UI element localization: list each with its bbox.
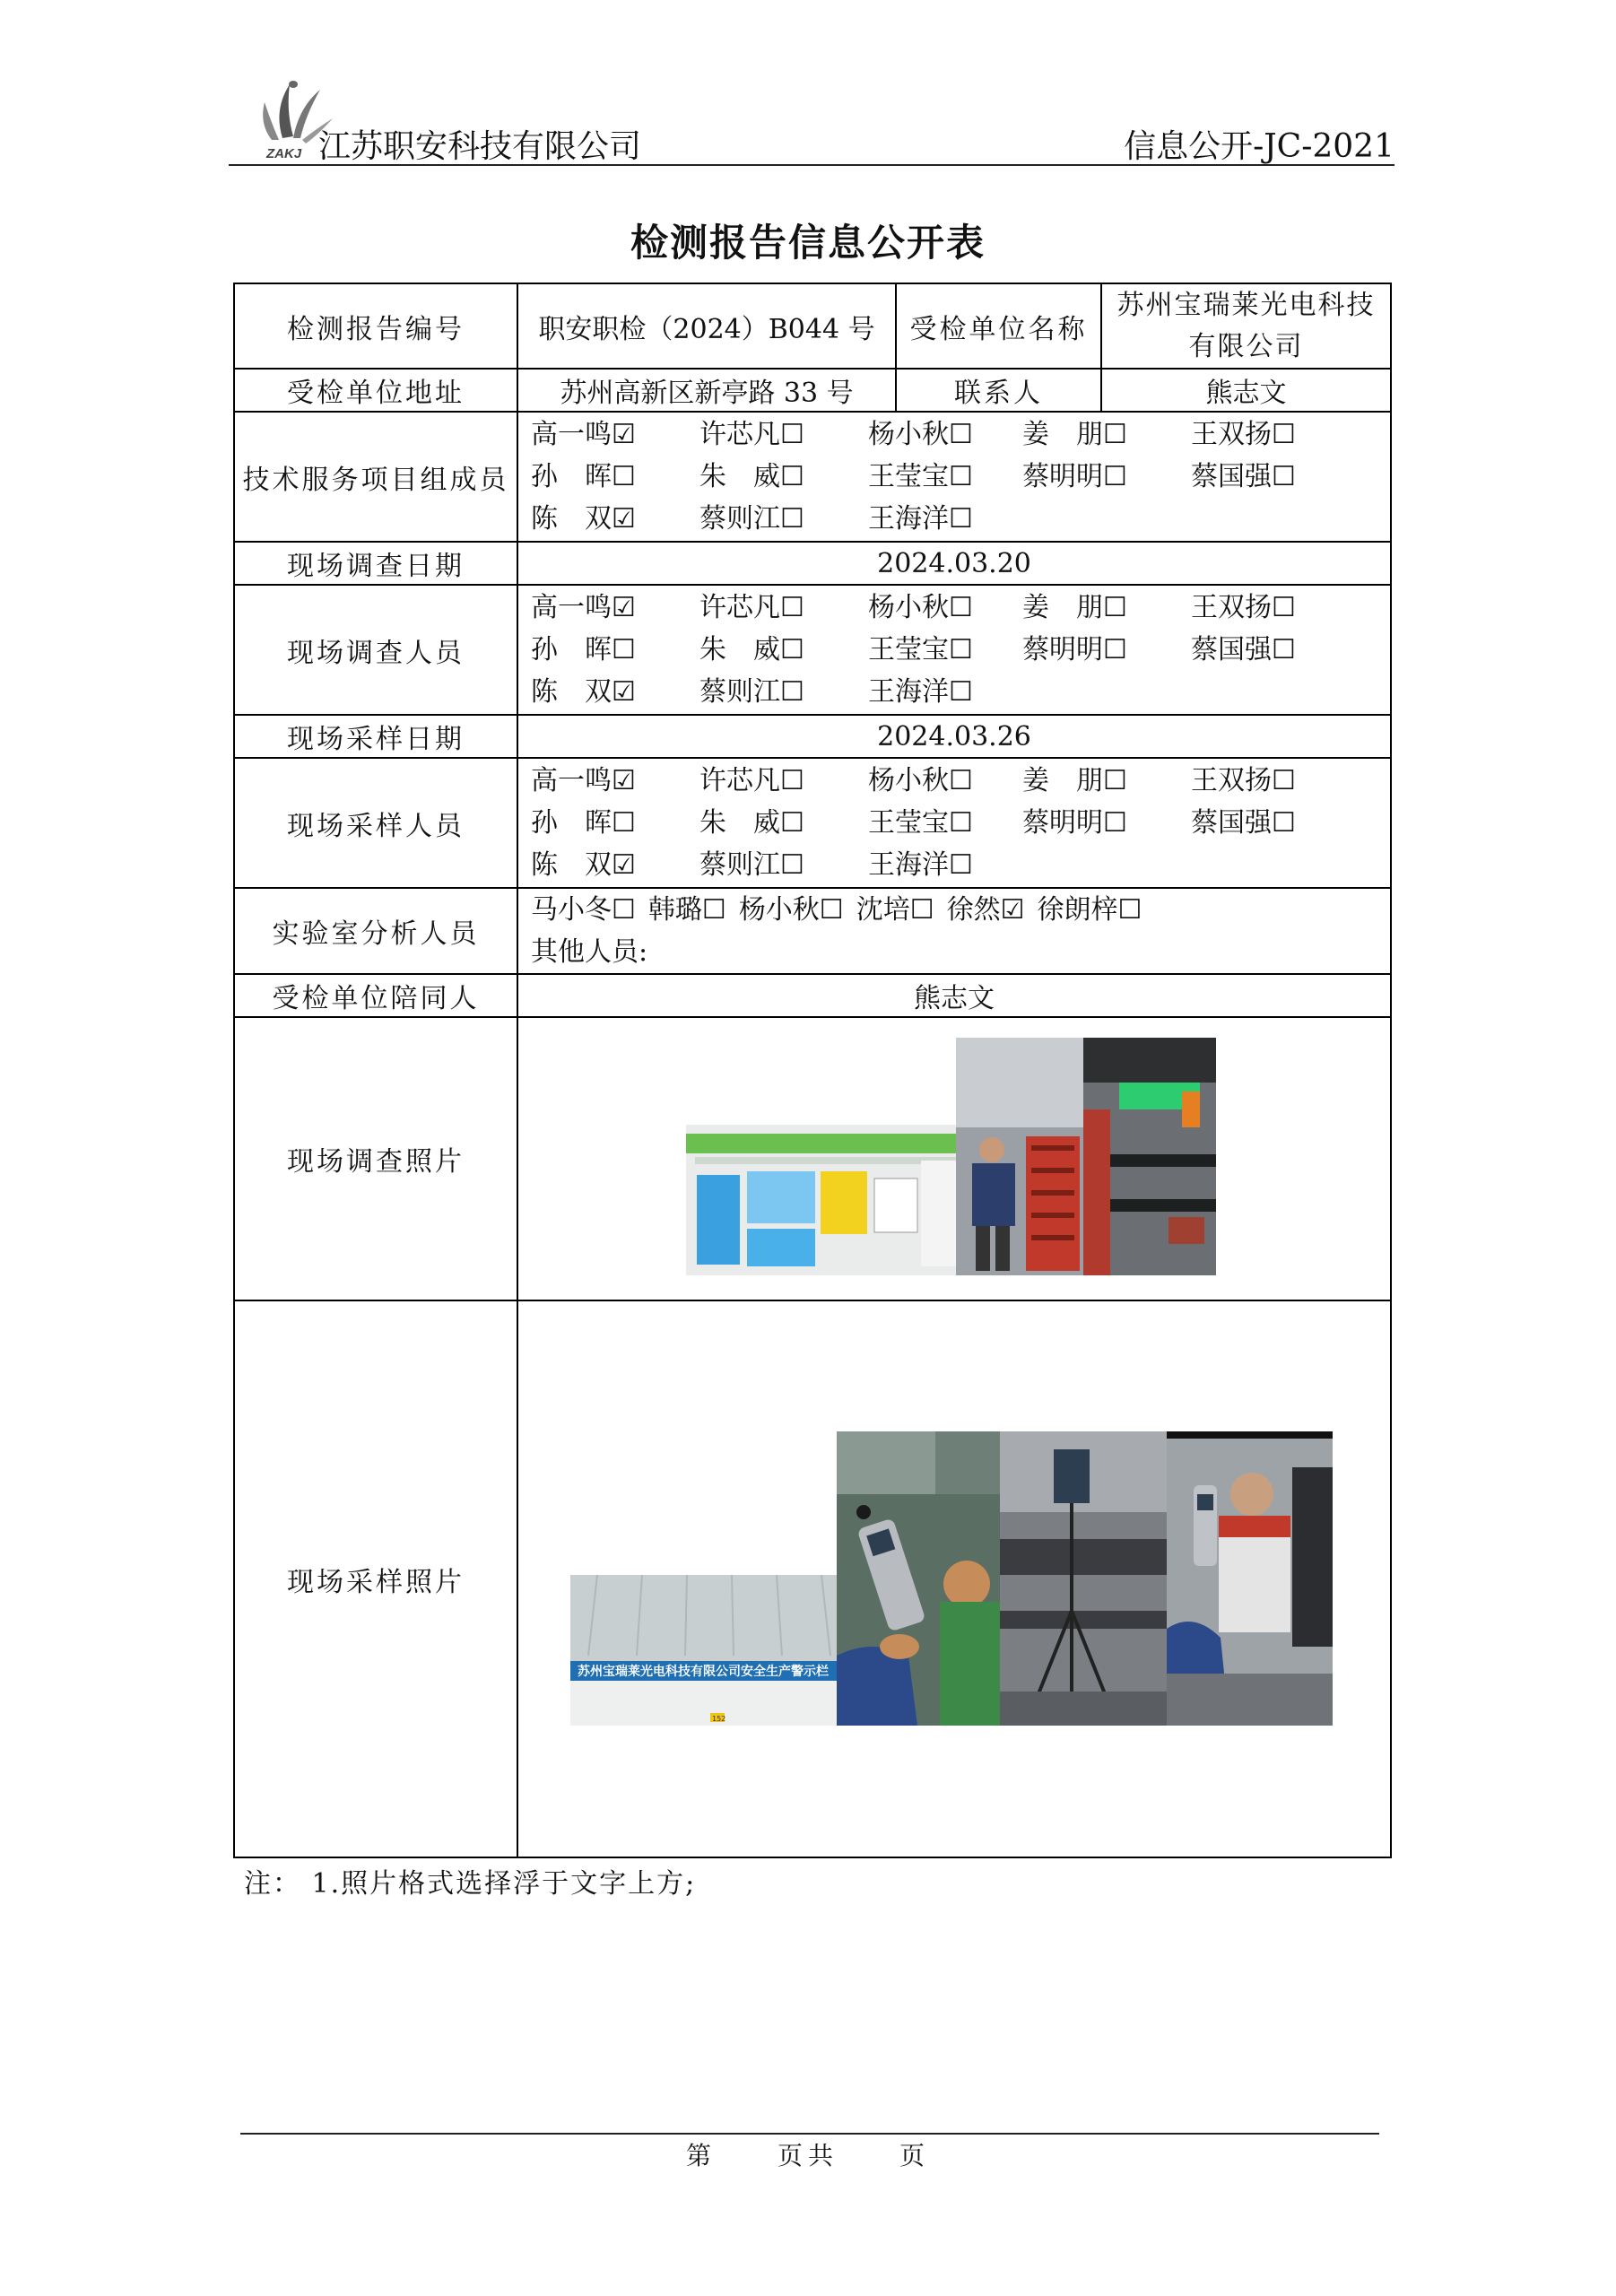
sampling-member: 蔡国强☐ [1191,807,1296,839]
sampling-staff-label: 现场采样人员 [234,758,517,888]
survey-photo-signboard [686,1125,966,1275]
tech-member: 蔡则江☐ [699,503,804,535]
row-sampling-photos [234,1300,1391,1857]
survey-staff-label: 现场调查人员 [234,585,517,715]
sampling-member: 蔡明明☐ [1022,807,1127,839]
sampling-member: 孙 晖☐ [531,807,636,839]
footnote: 注： 1.照片格式选择浮于文字上方; [244,1868,697,1900]
lab-other-staff: 其他人员: [531,936,648,968]
survey-photo-worker [956,1038,1083,1275]
sampling-photos-cell [517,1300,1391,1857]
escort-value: 熊志文 [517,974,1391,1017]
sampling-staff-value [517,758,1391,888]
survey-photos-label: 现场调查照片 [234,1017,517,1300]
contact-label: 联系人 [896,369,1101,412]
sampling-staff-list [526,760,1383,886]
logo-text: ZAKJ [266,146,302,161]
survey-member: 姜 朋☐ [1022,592,1127,623]
sampling-member: 王海洋☐ [868,849,973,881]
document-id: 信息公开-JC-2021 [1124,128,1394,165]
header-rule [229,164,1394,166]
survey-member: 陈 双☑ [531,676,636,708]
tech-member: 蔡明明☐ [1022,461,1127,492]
page-number: 第 页共 页 [685,2141,930,2170]
unit-name-line-2: 有限公司 [1188,330,1304,362]
report-no-value: 职安职检（2024）B044 号 [517,283,896,369]
survey-member: 孙 晖☐ [531,634,636,665]
sampling-photo-banner [570,1575,837,1726]
sampling-member: 王双扬☐ [1191,765,1296,796]
survey-member: 蔡则江☐ [699,676,804,708]
tech-member: 朱 威☐ [699,461,804,492]
tech-member: 蔡国强☐ [1191,461,1296,492]
survey-date-value: 2024.03.20 [517,542,1391,585]
row-tech-members [234,412,1391,542]
row-survey-date [234,542,1391,585]
sampling-photo-meter [837,1431,1000,1726]
sampling-photos-label: 现场采样照片 [234,1300,517,1857]
sampling-photo-worker [1167,1431,1333,1726]
report-info-table [233,283,1392,1858]
tech-member: 王海洋☐ [868,503,973,535]
tech-member: 孙 晖☐ [531,461,636,492]
tech-member: 姜 朋☐ [1022,419,1127,450]
survey-member: 王海洋☐ [868,676,973,708]
lab-staff-label: 实验室分析人员 [234,888,517,974]
lab-member: 韩璐☐ [647,894,726,926]
lab-member: 杨小秋☐ [738,894,844,926]
row-address [234,369,1391,412]
lab-staff-list [526,889,1383,973]
survey-photos-cell [517,1017,1391,1300]
lab-staff-value [517,888,1391,974]
row-sampling-date [234,715,1391,758]
tech-member: 王双扬☐ [1191,419,1296,450]
survey-date-label: 现场调查日期 [234,542,517,585]
sampling-member: 王莹宝☐ [868,807,973,839]
sampling-member: 朱 威☐ [699,807,804,839]
survey-staff-list [526,587,1383,713]
row-report-no [234,283,1391,369]
row-lab-staff [234,888,1391,974]
sampling-member: 蔡则江☐ [699,849,804,881]
page-title: 检测报告信息公开表 [630,221,986,265]
row-survey-photos [234,1017,1391,1300]
survey-member: 蔡明明☐ [1022,634,1127,665]
lab-member: 沈培☐ [856,894,934,926]
sampling-member: 陈 双☑ [531,849,636,881]
report-no-label: 检测报告编号 [234,283,517,369]
contact-value: 熊志文 [1101,369,1391,412]
tech-member: 杨小秋☐ [868,419,973,450]
sampling-date-value: 2024.03.26 [517,715,1391,758]
survey-member: 王莹宝☐ [868,634,973,665]
survey-member: 杨小秋☐ [868,592,973,623]
banner-text: 苏州宝瑞莱光电科技有限公司安全生产警示栏 [578,1665,829,1679]
sampling-member: 许芯凡☐ [699,765,804,796]
row-sampling-staff [234,758,1391,888]
sampling-photo-tripod [1000,1431,1167,1726]
lab-member: 徐然☑ [946,894,1025,926]
tech-member: 王莹宝☐ [868,461,973,492]
survey-member: 蔡国强☐ [1191,634,1296,665]
banner-badge: 152 [712,1715,726,1723]
unit-name-value [1101,283,1391,369]
page-header [229,54,1394,166]
tech-members-value [517,412,1391,542]
unit-name-line-1: 苏州宝瑞莱光电科技 [1116,289,1376,321]
survey-member: 高一鸣☑ [531,592,636,623]
survey-photo-workshop [1083,1038,1216,1275]
tech-member: 许芯凡☐ [699,419,804,450]
sampling-member: 高一鸣☑ [531,765,636,796]
sampling-member: 杨小秋☐ [868,765,973,796]
lab-member: 马小冬☐ [531,894,636,926]
escort-label: 受检单位陪同人 [234,974,517,1017]
tech-member: 陈 双☑ [531,503,636,535]
tech-members-list [526,413,1383,540]
row-survey-staff [234,585,1391,715]
address-value: 苏州高新区新亭路 33 号 [517,369,896,412]
lab-member: 徐朗梓☐ [1037,894,1142,926]
tech-member: 高一鸣☑ [531,419,636,450]
survey-member: 王双扬☐ [1191,592,1296,623]
unit-name-label: 受检单位名称 [896,283,1101,369]
tech-members-label: 技术服务项目组成员 [234,412,517,542]
sampling-member: 姜 朋☐ [1022,765,1127,796]
survey-staff-value [517,585,1391,715]
address-label: 受检单位地址 [234,369,517,412]
survey-member: 许芯凡☐ [699,592,804,623]
footer-rule [240,2133,1379,2135]
row-escort [234,974,1391,1017]
company-name: 江苏职安科技有限公司 [318,128,642,165]
survey-member: 朱 威☐ [699,634,804,665]
sampling-date-label: 现场采样日期 [234,715,517,758]
